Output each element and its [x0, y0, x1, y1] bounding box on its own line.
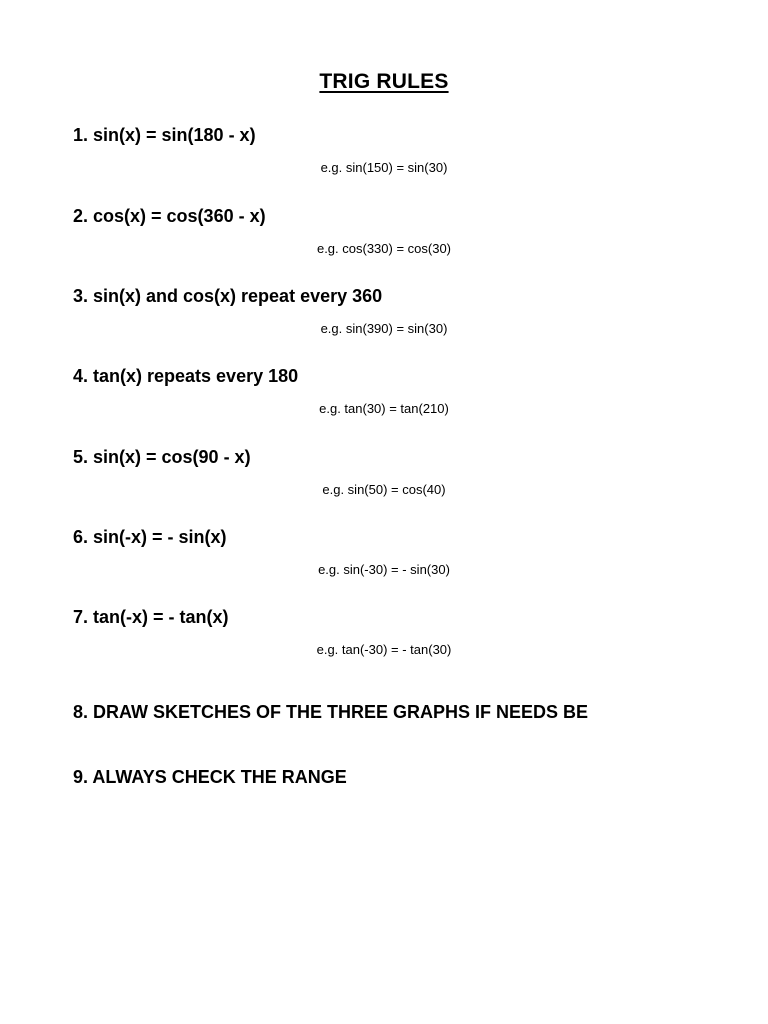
rule-4-example: e.g. tan(30) = tan(210) [319, 401, 449, 416]
page-title: TRIG RULES [319, 70, 449, 93]
rule-7-heading: 7. tan(-x) = - tan(x) [73, 607, 229, 627]
rule-1-example: e.g. sin(150) = sin(30) [320, 160, 448, 175]
rule-5-example: e.g. sin(50) = cos(40) [322, 482, 446, 497]
rule-2-example: e.g. cos(330) = cos(30) [316, 241, 452, 256]
rule-5-heading: 5. sin(x) = cos(90 - x) [73, 447, 251, 467]
rule-1-heading: 1. sin(x) = sin(180 - x) [73, 125, 256, 145]
rule-6-heading: 6. sin(-x) = - sin(x) [73, 527, 227, 547]
rule-9-heading: 9. ALWAYS CHECK THE RANGE [73, 767, 347, 787]
rule-3-example: e.g. sin(390) = sin(30) [320, 321, 448, 336]
rule-8-heading: 8. DRAW SKETCHES OF THE THREE GRAPHS IF NEEDS BE [73, 702, 589, 722]
rule-7-example: e.g. tan(-30) = - tan(30) [316, 642, 452, 657]
rule-4-heading: 4. tan(x) repeats every 180 [73, 366, 299, 386]
rule-2-heading: 2. cos(x) = cos(360 - x) [73, 206, 266, 226]
rule-3-heading: 3. sin(x) and cos(x) repeat every 360 [73, 286, 383, 306]
rule-6-example: e.g. sin(-30) = - sin(30) [318, 562, 450, 577]
